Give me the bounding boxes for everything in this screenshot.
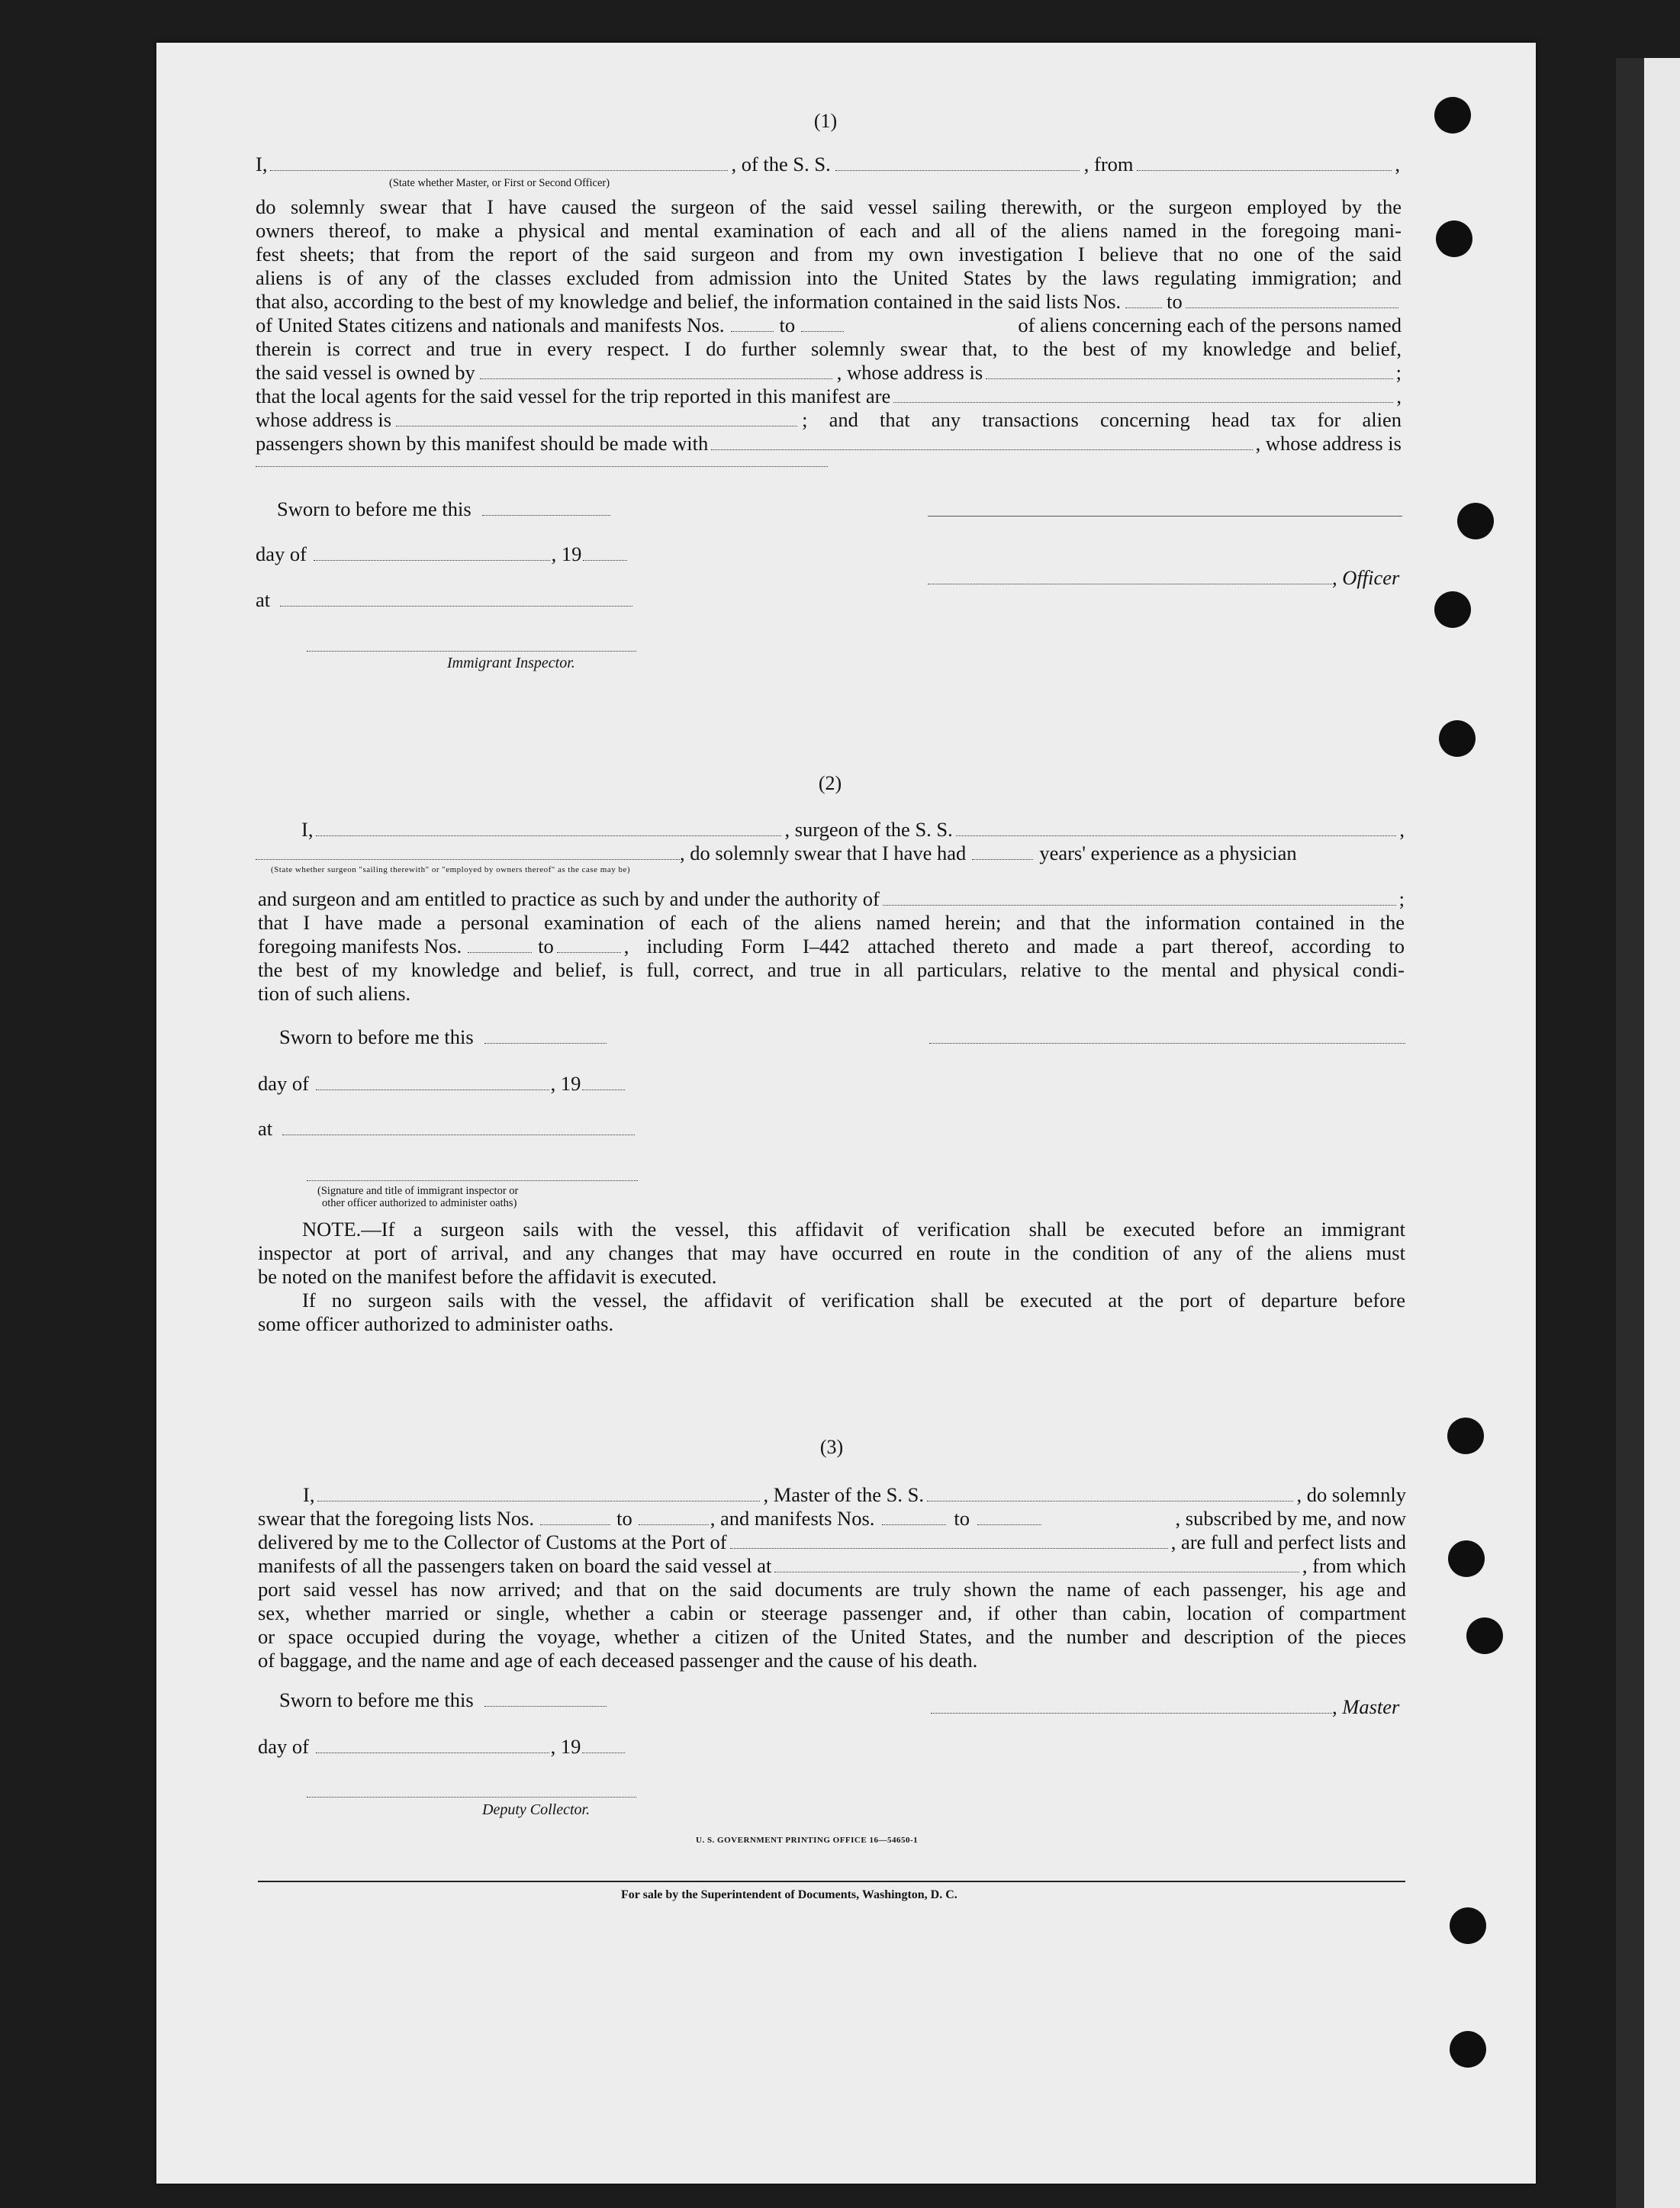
s2-day-row: day of , 19	[258, 1072, 625, 1096]
section-1-heading: (1)	[813, 110, 838, 132]
s1-officer-row: , Officer	[928, 566, 1399, 590]
blank-years-experience[interactable]	[972, 847, 1033, 860]
s3-day-row: day of , 19	[258, 1735, 625, 1759]
blank-s3-manifests-from[interactable]	[882, 1512, 946, 1525]
s3-para-line: swear that the foregoing lists Nos. to , and manifests Nos. to , subscribed by me, and now	[258, 1507, 1406, 1530]
punch-hole	[1448, 1540, 1485, 1577]
s3-sworn-label: Sworn to before me this	[279, 1688, 607, 1712]
punch-hole	[1434, 97, 1471, 134]
s2-sworn-label: Sworn to before me this	[279, 1025, 607, 1049]
blank-s2-manifest-from[interactable]	[468, 940, 532, 953]
blank-surgeon-status[interactable]	[256, 847, 680, 860]
s2-official-signature[interactable]	[307, 1180, 638, 1181]
blank-s3-day[interactable]	[316, 1740, 549, 1753]
blank-agents-address[interactable]	[396, 414, 797, 426]
s1-signature-line[interactable]	[928, 515, 1402, 517]
s2-at-row: at	[258, 1117, 635, 1141]
s2-note-line: If no surgeon sails with the vessel, the affidavit of verification shall be executed at the port of departure before	[302, 1289, 1405, 1312]
s2-note-line: some officer authorized to administer oaths.	[258, 1312, 614, 1335]
s1-para-line: that the local agents for the said vessel for the trip reported in this manifest are ,	[256, 385, 1402, 407]
punch-hole	[1439, 720, 1476, 757]
s2-sig-note-2: other officer authorized to administer oaths)	[322, 1197, 517, 1209]
blank-s2-at-place[interactable]	[282, 1122, 635, 1135]
blank-master-name[interactable]	[317, 1489, 760, 1502]
sale-notice: For sale by the Superintendent of Documents, Washington, D. C.	[621, 1888, 957, 1901]
s2-note-line: NOTE.—If a surgeon sails with the vessel, this affidavit of verification shall be executed before an immigrant	[302, 1218, 1405, 1241]
blank-port[interactable]	[730, 1536, 1168, 1549]
blank-s3-vessel[interactable]	[927, 1489, 1293, 1502]
blank-manifest-to[interactable]	[801, 319, 844, 332]
s2-para-line: that I have made a personal examination of each of the aliens named herein; and that the information contained in the	[258, 911, 1405, 934]
blank-surgeon-name[interactable]	[316, 823, 781, 836]
adjacent-page-edge	[1644, 58, 1680, 2208]
s1-para-line: do solemnly swear that I have caused the surgeon of the said vessel sailing therewith, or the surgeon employed by the	[256, 195, 1402, 218]
punch-hole	[1450, 2031, 1486, 2068]
footer-rule	[258, 1880, 1405, 1882]
s1-para-line: passengers shown by this manifest should be made with , whose address is	[256, 432, 1402, 455]
blank-officer-name[interactable]	[270, 158, 728, 171]
s1-para-line: of United States citizens and nationals and manifests Nos. to of aliens concerning each of the persons named	[256, 314, 1402, 336]
s2-note-line: be noted on the manifest before the affidavit is executed.	[258, 1265, 717, 1288]
blank-sworn-date[interactable]	[482, 503, 610, 516]
blank-authority[interactable]	[883, 893, 1396, 906]
s3-deputy-caption: Deputy Collector.	[482, 1801, 591, 1818]
punch-hole	[1457, 503, 1494, 539]
punch-hole	[1436, 220, 1472, 257]
s3-para-line: of baggage, and the name and age of each deceased passenger and the cause of his death.	[258, 1649, 978, 1672]
blank-owner-address[interactable]	[986, 366, 1392, 379]
section-2-heading: (2)	[818, 772, 842, 794]
blank-s3-sworn-date[interactable]	[484, 1694, 607, 1707]
blank-head-tax-address[interactable]	[256, 465, 828, 467]
s2-para-line: and surgeon and am entitled to practice as such by and under the authority of ;	[258, 887, 1405, 910]
blank-from-port[interactable]	[1137, 158, 1392, 171]
blank-at-place[interactable]	[280, 594, 632, 607]
s3-master-row: , Master	[931, 1695, 1399, 1719]
s1-para-line: the said vessel is owned by , whose address is ;	[256, 361, 1402, 384]
blank-day[interactable]	[314, 548, 550, 561]
punch-hole	[1434, 591, 1471, 628]
s3-row-1: I, , Master of the S. S. , do solemnly	[303, 1483, 1406, 1506]
s1-row-1: I, , of the S. S. , from ,	[256, 153, 1400, 175]
blank-s2-manifest-to[interactable]	[557, 940, 621, 953]
s1-para-line: therein is correct and true in every respect. I do further solemnly swear that, to the best of my knowledge and belief,	[256, 337, 1402, 360]
s1-day-row: day of , 19	[256, 542, 627, 566]
blank-vessel-name[interactable]	[835, 158, 1080, 171]
s2-row-2: , do solemnly swear that I have had years' experience as a physician	[256, 842, 1405, 865]
s2-para-line: foregoing manifests Nos. to , including Form I–442 attached thereto and made a part thereof, according to	[258, 935, 1405, 958]
s1-inspector-signature[interactable]	[307, 650, 636, 652]
s3-para-line: delivered by me to the Collector of Customs at the Port of , are full and perfect lists and	[258, 1530, 1406, 1553]
s1-officer-note: (State whether Master, or First or Second Officer)	[389, 177, 610, 189]
s1-para-line: owners thereof, to make a physical and mental examination of each and all of the aliens named in the foregoing mani-	[256, 219, 1402, 242]
s1-sworn-label: Sworn to before me this	[277, 497, 610, 521]
punch-hole	[1447, 1418, 1484, 1454]
scan-edge	[1616, 58, 1644, 2208]
s2-note-line: inspector at port of arrival, and any changes that may have occurred en route in the condition of any of the aliens must	[258, 1241, 1405, 1264]
s2-surgeon-note: (State whether surgeon "sailing therewith" or "employed by owners thereof" as the case may be)	[271, 865, 631, 874]
s2-sig-note-1: (Signature and title of immigrant inspector or	[317, 1185, 519, 1197]
blank-s3-lists-to[interactable]	[639, 1512, 709, 1525]
punch-hole	[1466, 1617, 1503, 1654]
blank-lists-to[interactable]	[1186, 295, 1398, 308]
blank-s2-year[interactable]	[582, 1077, 625, 1090]
s2-row-1: I, , surgeon of the S. S. ,	[301, 818, 1405, 841]
s1-at-row: at	[256, 588, 632, 612]
blank-master-signature[interactable]	[931, 1701, 1332, 1714]
s2-para-line: tion of such aliens.	[258, 982, 411, 1005]
blank-head-tax-agent[interactable]	[711, 437, 1252, 450]
blank-year[interactable]	[583, 548, 627, 561]
blank-s2-day[interactable]	[316, 1077, 549, 1090]
s1-inspector-caption: Immigrant Inspector.	[447, 655, 575, 671]
blank-s3-lists-from[interactable]	[540, 1512, 610, 1525]
s3-para-line: sex, whether married or single, whether a cabin or steerage passenger and, if other than cabin, location of compartment	[258, 1601, 1406, 1624]
blank-owner[interactable]	[480, 366, 832, 379]
s2-para-line: the best of my knowledge and belief, is full, correct, and true in all particulars, relative to the mental and physical condi-	[258, 958, 1405, 981]
s1-para-line: fest sheets; that from the report of the said surgeon and from my own investigation I believe that no one of the said	[256, 243, 1402, 266]
blank-s2-sworn-date[interactable]	[484, 1031, 607, 1044]
s3-para-line: manifests of all the passengers taken on board the said vessel at , from which	[258, 1554, 1406, 1577]
s3-para-line: port said vessel has now arrived; and that on the said documents are truly shown the name of each passenger, his age and	[258, 1578, 1406, 1601]
s1-para-line: that also, according to the best of my knowledge and belief, the information contained in the said lists Nos. to	[256, 290, 1402, 314]
s3-collector-signature[interactable]	[307, 1796, 636, 1798]
blank-port-of-embarkation[interactable]	[774, 1559, 1299, 1572]
s2-signature-line[interactable]	[929, 1042, 1405, 1044]
blank-local-agents[interactable]	[893, 390, 1393, 403]
s1-para-line: whose address is ; and that any transactions concerning head tax for alien	[256, 408, 1402, 431]
blank-s3-manifests-to[interactable]	[977, 1512, 1041, 1525]
blank-manifest-from[interactable]	[731, 319, 774, 332]
blank-s2-vessel[interactable]	[956, 823, 1397, 836]
section-3-heading: (3)	[819, 1436, 844, 1458]
blank-s3-year[interactable]	[582, 1740, 625, 1753]
printing-office-imprint: U. S. GOVERNMENT PRINTING OFFICE 16—54650-1	[696, 1836, 919, 1845]
s3-para-line: or space occupied during the voyage, whether a citizen of the United States, and the number and description of the pieces	[258, 1625, 1406, 1648]
s1-para-line: aliens is of any of the classes excluded from admission into the United States by the laws regulating immigration; and	[256, 266, 1402, 289]
blank-officer-signature[interactable]	[928, 571, 1332, 584]
punch-hole	[1450, 1907, 1486, 1944]
blank-lists-from[interactable]	[1125, 295, 1162, 308]
